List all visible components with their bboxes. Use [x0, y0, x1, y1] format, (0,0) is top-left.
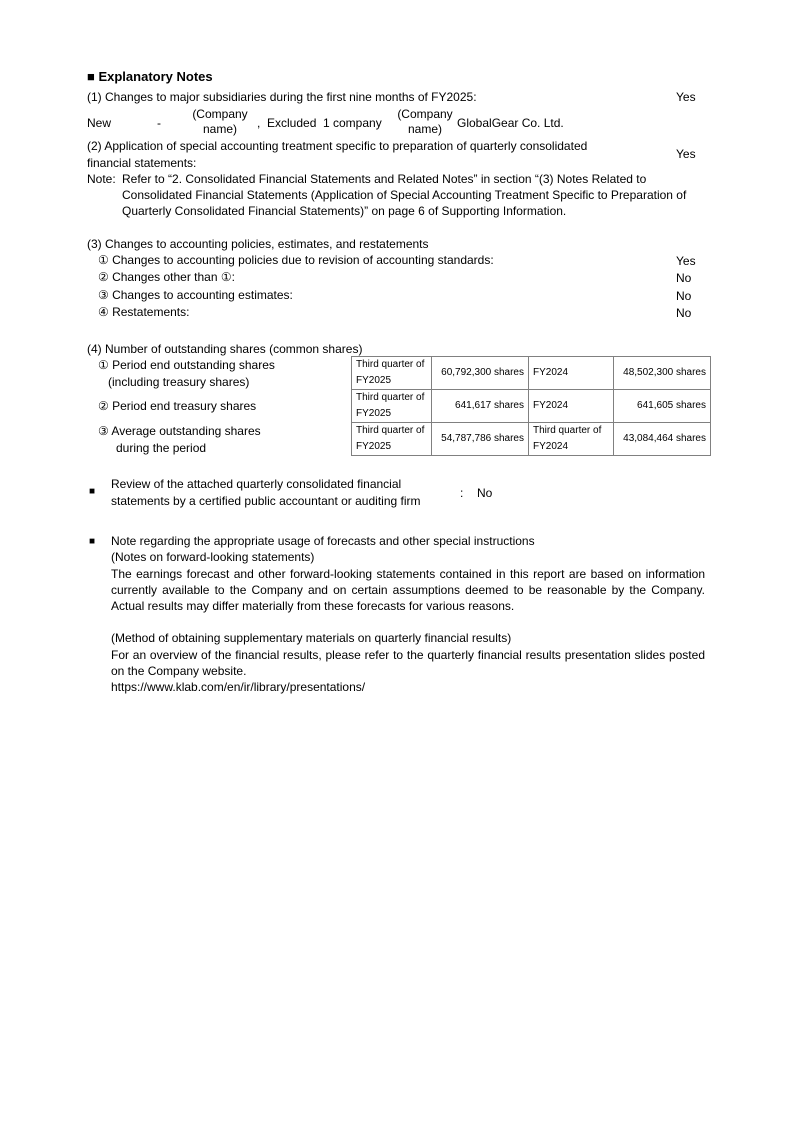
comma: ,	[257, 116, 261, 130]
special-accounting-label-line1: (2) Application of special accounting treatment specific to preparation of quarterly consolidated	[87, 139, 588, 153]
value-cell: 54,787,786 shares	[432, 423, 529, 456]
value-cell: 641,605 shares	[614, 390, 711, 423]
accounting-change-item-1: ① Changes to accounting policies due to revision of accounting standards:	[98, 253, 494, 267]
period-cell: FY2024	[529, 390, 614, 423]
accounting-change-value-1: Yes	[676, 254, 696, 268]
forecast-paragraph-1: The earnings forecast and other forward-looking statements contained in this report are based on information currently available to the Company and on certain assumptions deemed to be reasonable by the Company. Actual results may differ materially from these forecasts for various reasons.	[111, 567, 705, 613]
company-name-label-1: (Company name)	[192, 107, 248, 136]
table-row	[352, 357, 711, 390]
note-line1: Refer to “2. Consolidated Financial Statements and Related Notes” in section “(3) Notes Related to	[122, 172, 647, 186]
bullet-icon: ■	[89, 536, 96, 547]
presentations-link[interactable]: https://www.klab.com/en/ir/library/presentations/	[111, 680, 366, 694]
forecast-heading: Note regarding the appropriate usage of forecasts and other special instructions	[111, 534, 535, 548]
period-cell: Third quarter of FY2025	[352, 390, 432, 423]
review-label-line1: Review of the attached quarterly consolidated financial	[111, 477, 402, 491]
forecast-paragraph-2: For an overview of the financial results, please refer to the quarterly financial results presentation slides posted on the Company website.	[111, 648, 705, 678]
outstanding-shares-table	[351, 356, 711, 456]
shares-row3-label-line2: during the period	[116, 441, 207, 455]
forecast-subheading-2: (Method of obtaining supplementary materials on quarterly financial results)	[111, 631, 512, 645]
period-cell: Third quarter of FY2024	[529, 423, 614, 456]
accounting-change-item-4: ④ Restatements:	[98, 305, 190, 319]
shares-row2-label-line1: ② Period end treasury shares	[98, 399, 257, 413]
table-row	[352, 390, 711, 423]
value-cell: 48,502,300 shares	[614, 357, 711, 390]
special-accounting-label-line2: financial statements:	[87, 156, 197, 170]
value-cell: 641,617 shares	[432, 390, 529, 423]
shares-row1-label-line2: (including treasury shares)	[108, 375, 250, 389]
subsidiaries-change-label: (1) Changes to major subsidiaries during the first nine months of FY2025:	[87, 90, 477, 104]
period-cell: FY2024	[529, 357, 614, 390]
table-row	[352, 423, 711, 456]
new-label: New	[87, 116, 112, 130]
shares-row1-label-line1: ① Period end outstanding shares	[98, 358, 275, 372]
period-cell: Third quarter of FY2025	[352, 357, 432, 390]
excluded-company-name: GlobalGear Co. Ltd.	[457, 116, 564, 130]
note-line3: Quarterly Consolidated Financial Statements)” on page 6 of Supporting Information.	[122, 204, 567, 218]
excluded-label: Excluded	[267, 116, 317, 130]
subsidiaries-change-value: Yes	[676, 90, 696, 104]
accounting-change-value-2: No	[676, 271, 692, 285]
review-label-line2: statements by a certified public accountant or auditing firm	[111, 494, 421, 508]
note-line2: Consolidated Financial Statements (Application of Special Accounting Treatment Specific to Preparation of	[122, 188, 687, 202]
accounting-change-item-2: ② Changes other than ①:	[98, 270, 235, 284]
shares-row3-label-line1: ③ Average outstanding shares	[98, 424, 261, 438]
accounting-change-value-3: No	[676, 289, 692, 303]
accounting-change-value-4: No	[676, 306, 692, 320]
period-cell: Third quarter of FY2025	[352, 423, 432, 456]
new-value: -	[157, 116, 161, 130]
value-cell: 43,084,464 shares	[614, 423, 711, 456]
review-value: No	[477, 486, 493, 500]
value-cell: 60,792,300 shares	[432, 357, 529, 390]
review-colon: :	[460, 486, 464, 500]
special-accounting-value: Yes	[676, 147, 696, 161]
accounting-changes-label: (3) Changes to accounting policies, estimates, and restatements	[87, 237, 429, 251]
section-title: ■ Explanatory Notes	[87, 69, 213, 84]
accounting-change-item-3: ③ Changes to accounting estimates:	[98, 288, 293, 302]
bullet-icon: ■	[89, 486, 96, 497]
forecast-subheading-1: (Notes on forward-looking statements)	[111, 550, 315, 564]
outstanding-shares-label: (4) Number of outstanding shares (common shares)	[87, 342, 363, 356]
note-prefix: Note:	[87, 172, 116, 186]
company-name-label-2: (Company name)	[397, 107, 453, 136]
excluded-value: 1 company	[323, 116, 382, 130]
